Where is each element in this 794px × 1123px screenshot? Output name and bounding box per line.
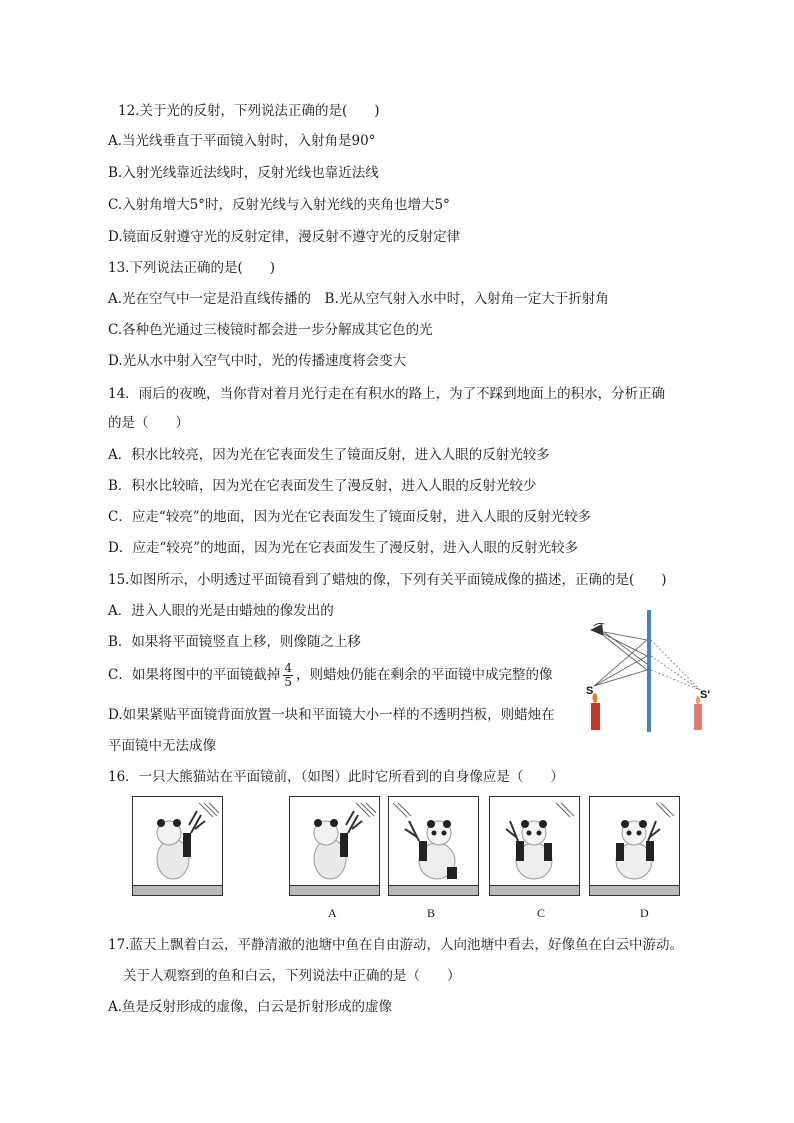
light-rays	[594, 632, 647, 686]
q14-option-c: C．应走“较亮”的地面，因为光在它表面发生了镜面反射，进入人眼的反射光较多	[108, 509, 592, 525]
q14-option-d: D．应走“较亮”的地面，因为光在它表面发生了漫反射，进入人眼的反射光较多	[108, 540, 579, 556]
virtual-rays	[651, 640, 700, 690]
q15-option-b: B．如果将平面镜竖直上移，则像随之上移	[108, 634, 361, 650]
q17-stem-line2: 关于人观察到的鱼和白云，下列说法中正确的是（ ）	[123, 968, 461, 984]
label-s-prime: S′	[700, 689, 710, 701]
option-d-label: D	[640, 906, 649, 920]
q17-option-a: A.鱼是反射形成的虚像，白云是折射形成的虚像	[108, 999, 393, 1015]
option-a-label: A	[328, 906, 337, 920]
q17-stem-line1: 17.蓝天上飘着白云，平静清澈的池塘中鱼在自由游动，人向池塘中看去，好像鱼在白云中游动。	[108, 937, 683, 953]
q15-option-c-pre: C．如果将图中的平面镜截掉	[108, 667, 281, 683]
q14-stem-line2: 的是（ ）	[108, 415, 189, 431]
q15-option-c-post: ，则蜡烛仍能在剩余的平面镜中成完整的像	[295, 667, 553, 683]
q13-stem: 13.下列说法正确的是( )	[108, 260, 276, 276]
label-s: S	[586, 685, 594, 697]
q14-option-b: B．积水比较暗，因为光在它表面发生了漫反射，进入人眼的反射光较少	[108, 478, 537, 494]
q15-option-c	[108, 662, 552, 689]
q14-stem-line1: 14．雨后的夜晚，当你背对着月光行走在有积水的路上，为了不踩到地面上的积水，分析正确	[108, 386, 666, 402]
q15-stem: 15.如图所示，小明透过平面镜看到了蜡烛的像，下列有关平面镜成像的描述，正确的是( )	[108, 572, 667, 588]
q12-option-b: B.入射光线靠近法线时，反射光线也靠近法线	[108, 165, 379, 181]
mirror-candle-figure	[580, 606, 720, 734]
panda-option-b-image	[388, 796, 479, 896]
q12-stem: 12.关于光的反射，下列说法正确的是( )	[118, 103, 380, 119]
candle-image	[694, 696, 702, 730]
panda-option-c-image	[489, 796, 580, 896]
option-b-label: B	[427, 906, 436, 920]
q14-option-a: A．积水比较亮，因为光在它表面发生了镜面反射，进入人眼的反射光较多	[108, 447, 550, 463]
q12-option-c: C.入射角增大5°时，反射光线与入射光线的夹角也增大5°	[108, 197, 450, 213]
candle	[591, 693, 600, 730]
q13-option-c: C.各种色光通过三棱镜时都会进一步分解成其它色的光	[108, 322, 433, 338]
plane-mirror	[647, 610, 651, 732]
q15-option-d-line1: D.如果紧贴平面镜背面放置一块和平面镜大小一样的不透明挡板，则蜡烛在	[108, 707, 555, 723]
panda-original-image	[132, 796, 223, 896]
fraction-four-fifths	[283, 662, 293, 689]
q15-option-d-line2: 平面镜中无法成像	[108, 738, 216, 754]
q15-option-a: A．进入人眼的光是由蜡烛的像发出的	[108, 603, 334, 619]
q12-option-a: A.当光线垂直于平面镜入射时，入射角是90°	[108, 133, 376, 149]
option-c-label: C	[537, 906, 546, 920]
q13-option-d: D.光从水中射入空气中时，光的传播速度将会变大	[108, 353, 407, 369]
q16-stem: 16．一只大熊猫站在平面镜前，（如图）此时它所看到的自身像应是（ ）	[108, 769, 564, 785]
q13-option-ab: A.光在空气中一定是沿直线传播的 B.光从空气射入水中时，入射角一定大于折射角	[108, 291, 609, 307]
panda-option-d-image	[589, 796, 680, 896]
fraction-denominator: 5	[284, 675, 292, 689]
panda-option-a-image	[289, 796, 380, 896]
eye-icon	[590, 623, 604, 636]
q12-option-d: D.镜面反射遵守光的反射定律，漫反射不遵守光的反射定律	[108, 229, 461, 245]
fraction-numerator: 4	[284, 661, 292, 675]
